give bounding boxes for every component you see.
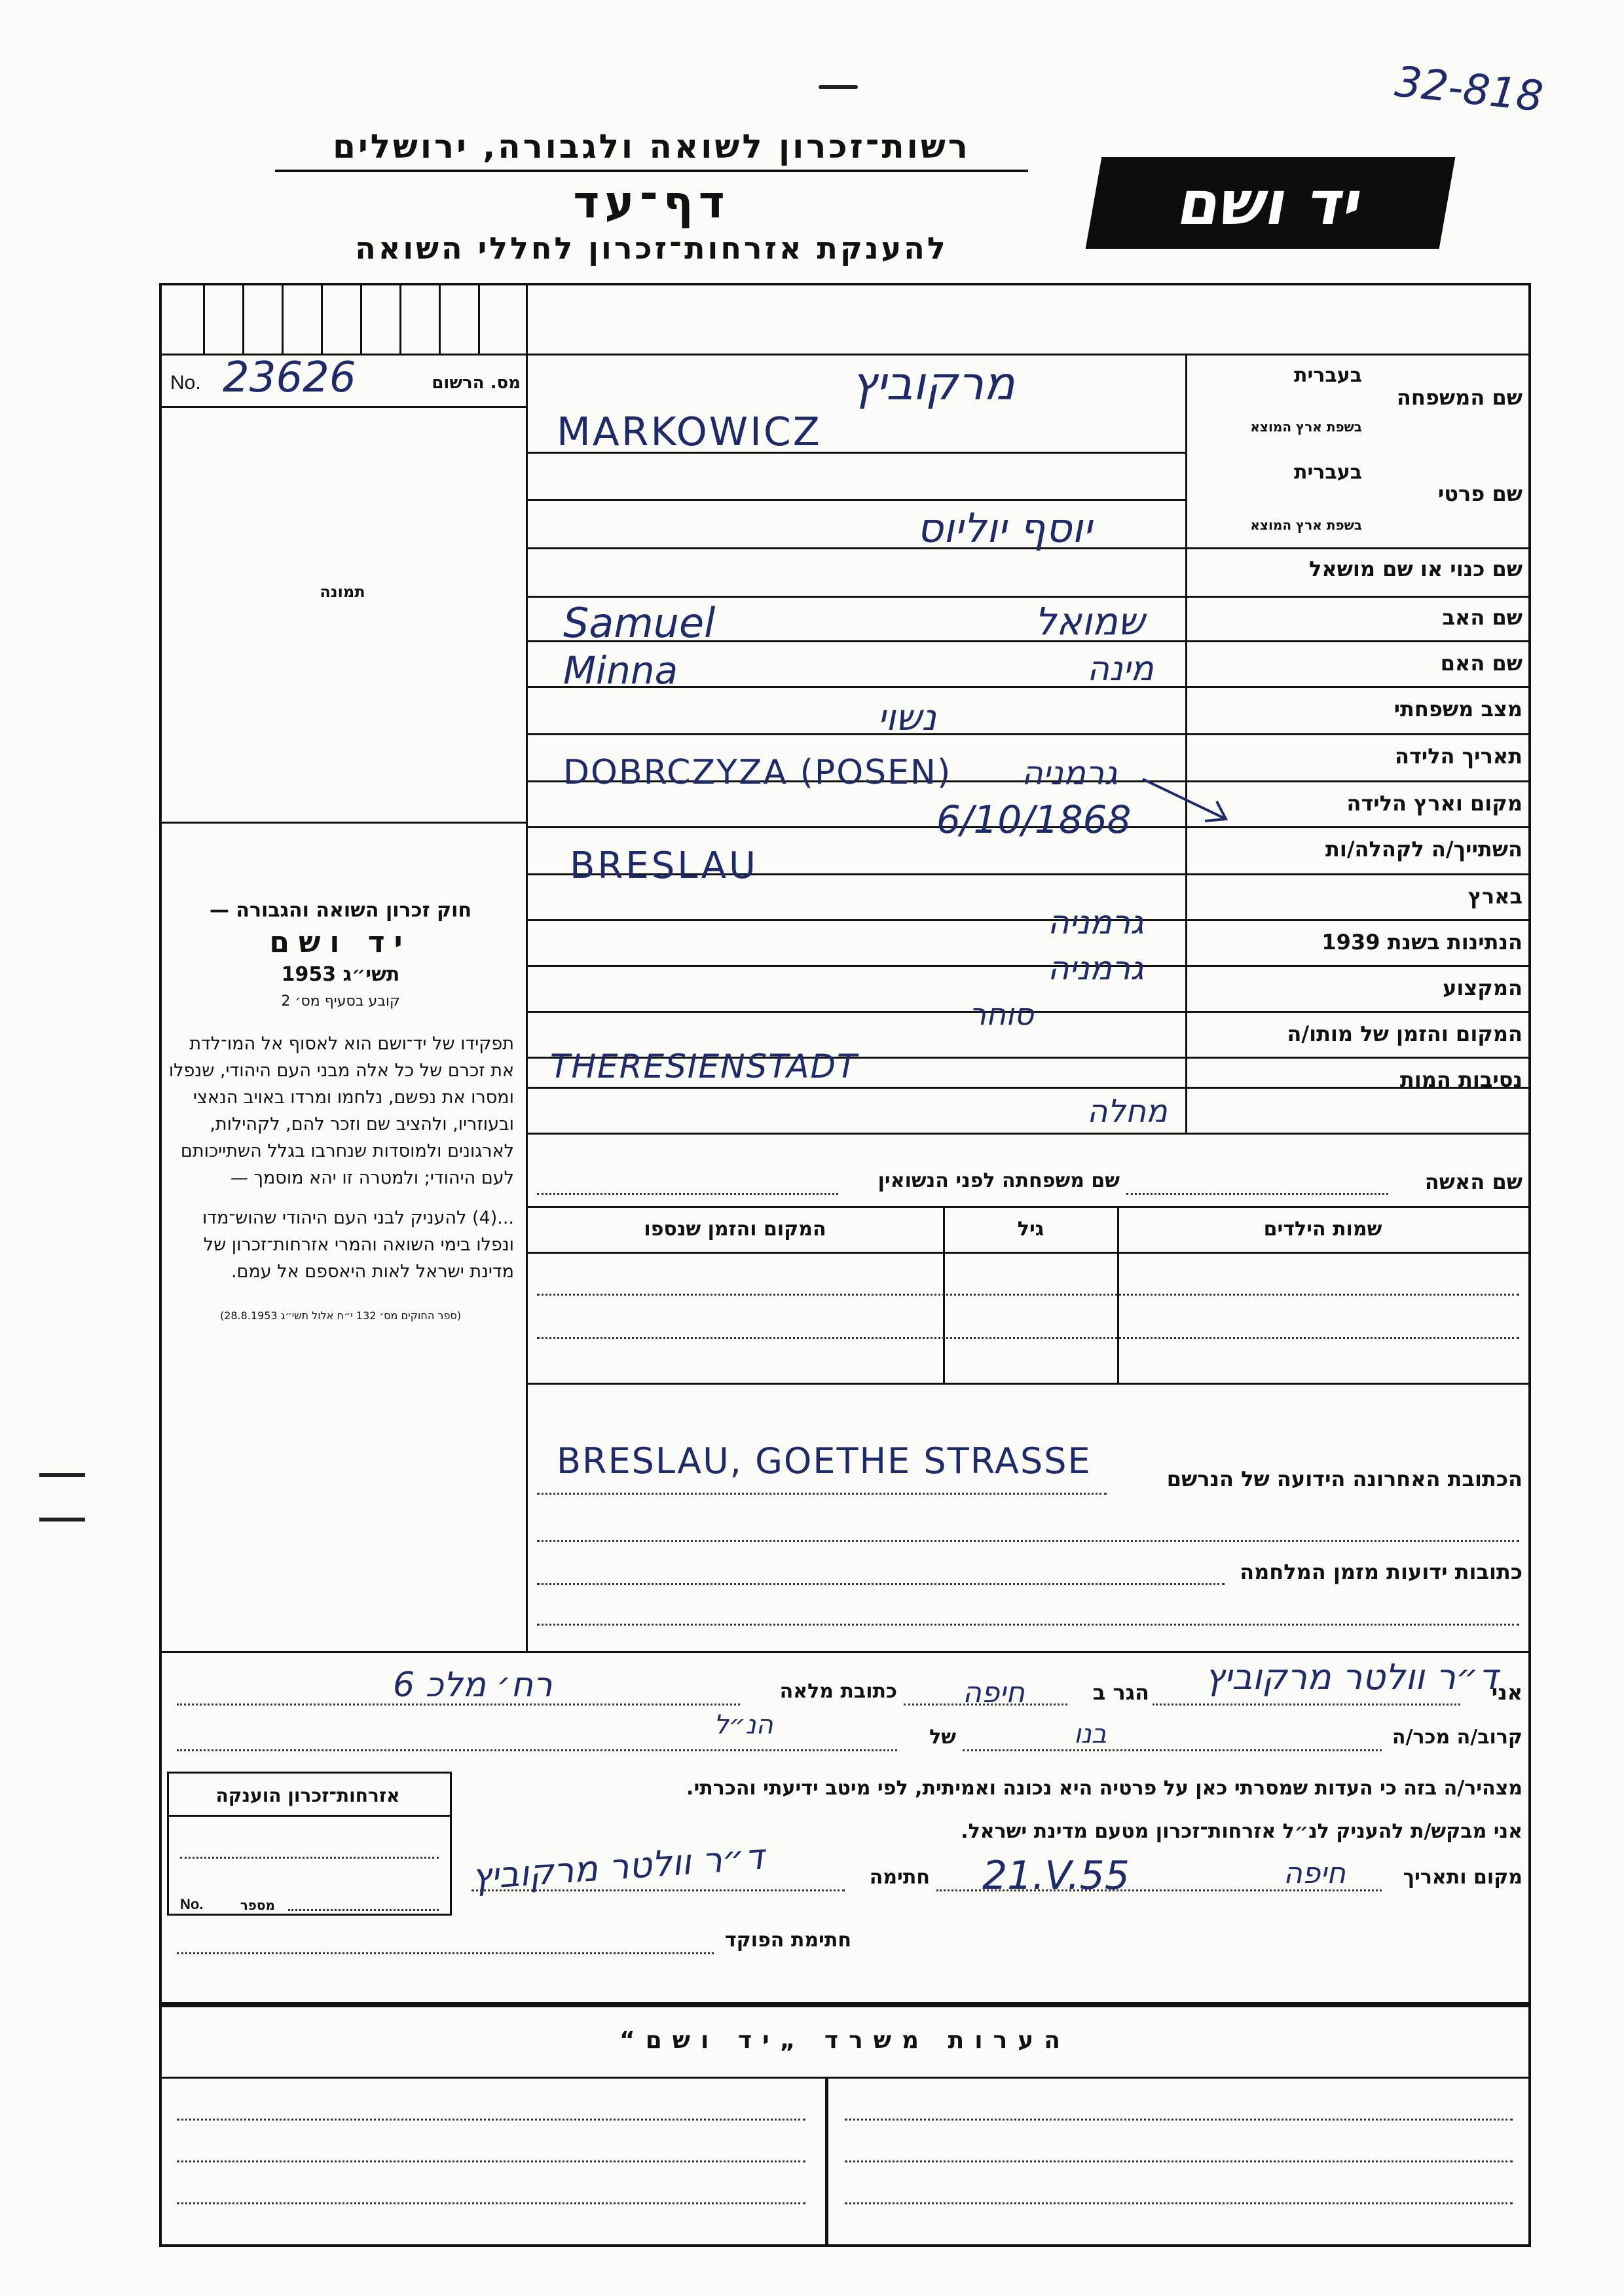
value-family-native: MARKOWICZ: [557, 409, 822, 455]
decl-relation: בנו: [1074, 1719, 1107, 1749]
label-country: בארץ: [1467, 884, 1522, 909]
decl-of-whom: הנ״ל: [714, 1710, 773, 1740]
citizenship-number-label: מספר: [240, 1897, 275, 1913]
no-label: No.: [170, 372, 201, 393]
value-marital: נשוי: [877, 697, 936, 739]
law-name: יד ושם: [269, 926, 412, 959]
value-father: Samuel: [563, 599, 716, 647]
label-maiden-name: שם משפחתה לפני הנשואין: [877, 1169, 1120, 1192]
decl-full-address-label: כתובת מלאה: [779, 1680, 897, 1703]
header-children: שמות הילדים: [1263, 1218, 1382, 1241]
label-wife: שם האשה: [1424, 1169, 1522, 1194]
citizenship-title: אזרחות־זכרון הוענקה: [215, 1785, 400, 1806]
arrow-annotation: [1139, 773, 1238, 831]
label-hebrew-2: בעברית: [1294, 461, 1362, 484]
value-profession: סוחר: [969, 996, 1034, 1032]
registration-label: מס. הרשום: [432, 373, 521, 393]
label-birth-date: תאריך הלידה: [1394, 744, 1522, 769]
photo-label: תמונה: [320, 583, 365, 601]
registration-number: 23626: [223, 354, 356, 402]
decl-name: ד״ר וולטר מרקוביץ: [1205, 1656, 1498, 1698]
label-column-divider: [1185, 354, 1187, 1133]
value-death-place: THERESIENSTADT: [550, 1048, 858, 1085]
decl-signature: ד״ר וולטר מרקוביץ: [470, 1836, 766, 1898]
label-nickname: שם כנוי או שם מושאל: [1308, 556, 1522, 581]
label-father: שם האב: [1442, 605, 1522, 630]
decl-of: של: [929, 1726, 956, 1749]
label-last-address: הכתובת האחרונה הידועה של הנרשם: [1166, 1467, 1522, 1491]
label-death-cause: נסיבות המות: [1399, 1067, 1522, 1092]
left-column-divider: [526, 283, 528, 1651]
label-nationality: הנתינות בשנת 1939: [1321, 930, 1522, 955]
value-mother-hebrew: מינה: [1087, 649, 1154, 689]
value-father-hebrew: שמואל: [1035, 599, 1145, 644]
header-age: גיל: [1017, 1218, 1044, 1241]
decl-address: רח׳ מלכ 6: [393, 1666, 553, 1705]
yad-vashem-logo: יד ושם: [1086, 157, 1456, 249]
decl-statement: מצהיר/ה בזה כי העדות שמסרתי כאן על פרטיה היא נכונה ואמיתית, לפי מיטב ידיעתי והכרתי.: [686, 1777, 1522, 1800]
value-community: BRESLAU: [570, 845, 759, 887]
officer-signature-label: חתימת הפוקד: [725, 1929, 851, 1952]
decl-signature-label: חתימה: [869, 1866, 930, 1889]
law-source: (ספר החוקים מס׳ 132 י״ח אלול תשי״ג 28.8.1953): [219, 1309, 462, 1322]
binder-mark: [39, 1518, 85, 1522]
authority-title: רשות־זכרון לשואה ולגבורה, ירושלים: [275, 128, 1028, 172]
decl-request: אני מבקש/ת להעניק לנ״ל אזרחות־זכרון מטעם מדינת ישראל.: [961, 1820, 1522, 1843]
decl-resides: הגר ב: [1092, 1680, 1149, 1705]
top-scribble: [819, 85, 858, 89]
form-title: דף־עד: [573, 177, 730, 228]
value-nationality: גרמניה: [1048, 949, 1144, 987]
label-mother: שם האם: [1440, 651, 1522, 676]
law-text: [167, 897, 514, 1329]
label-first-name: שם פרטי: [1437, 481, 1522, 506]
value-last-address: BRESLAU, GOETHE STRASSE: [557, 1440, 1092, 1482]
law-paragraph-1: תפקידו של יד־ושם הוא לאסוף אל המו־לדת את זכרם של כל אלה מבני העם היהודי, שנפלו ומסרו את נפשם, נלחמו ומרדו באויב הנאצי ובעוזריו, ולהציב שם וזכר להם, לקהילות, לארגונים ולמוסדות שנחרבו בגלל השתייכותם לעם היהודי; ולמטרה זו יהא מוסמך —: [168, 1034, 514, 1188]
registration-field: [170, 354, 524, 406]
value-birth-date: 6/10/1868: [936, 797, 1132, 842]
label-hebrew-1: בעברית: [1294, 364, 1362, 387]
value-family-hebrew: מרקוביץ: [851, 357, 1015, 410]
law-paragraph-2: ...(4) להעניק לבני העם היהודי שהוש־מדו ונפלו בימי השואה והמרי אזרחות־זכרון של מדינת ישראל לאות היאספם אל עמם.: [202, 1208, 514, 1282]
decl-city: חיפה: [963, 1676, 1025, 1709]
archive-reference: 32-818: [1392, 58, 1545, 122]
label-birth-place: מקום וארץ הלידה: [1346, 791, 1522, 816]
label-community: השתייך/ה לקהלה/ות: [1325, 837, 1522, 862]
value-birth-place: DOBRCZYZA (POSEN): [563, 753, 952, 792]
label-war-addresses: כתובות ידועות מזמן המלחמה: [1240, 1559, 1522, 1584]
law-year: תשי״ג 1953: [281, 963, 400, 986]
label-marital: מצב משפחתי: [1393, 697, 1522, 721]
decl-place-date-label: מקום ותאריך: [1403, 1866, 1522, 1889]
value-country: גרמניה: [1048, 903, 1144, 941]
decl-relative-label: קרוב/ה מכר/ה: [1392, 1726, 1522, 1749]
value-first-hebrew: יוסף יוליוס: [917, 504, 1092, 552]
law-title: חוק זכרון השואה והגבורה —: [209, 899, 472, 922]
label-native-1: בשפת ארץ המוצא: [1250, 419, 1362, 435]
remarks-title: הערות משרד „יד ושם“: [619, 2027, 1071, 2054]
value-birth-country: גרמניה: [1022, 754, 1118, 792]
value-mother: Minna: [563, 648, 678, 693]
form-subtitle: להענקת אזרחות־זכרון לחללי השואה: [355, 230, 948, 266]
law-clause: קובע בסעיף מס׳ 2: [281, 993, 400, 1010]
label-death-place: המקום והזמן של מותו/ה: [1287, 1021, 1522, 1046]
value-death-cause: מחלה: [1087, 1093, 1168, 1130]
label-profession: המקצוע: [1443, 975, 1522, 1000]
decl-date: 21.V.55: [982, 1853, 1130, 1899]
label-family-name: שם המשפחה: [1396, 385, 1522, 410]
decl-i: אני: [1491, 1680, 1522, 1705]
binder-mark: [39, 1473, 85, 1477]
label-native-2: בשפת ארץ המוצא: [1250, 517, 1362, 533]
citizenship-no-label: No.: [180, 1896, 204, 1912]
decl-place: חיפה: [1283, 1857, 1346, 1890]
header-child-death: המקום והזמן שנספו: [644, 1218, 826, 1241]
